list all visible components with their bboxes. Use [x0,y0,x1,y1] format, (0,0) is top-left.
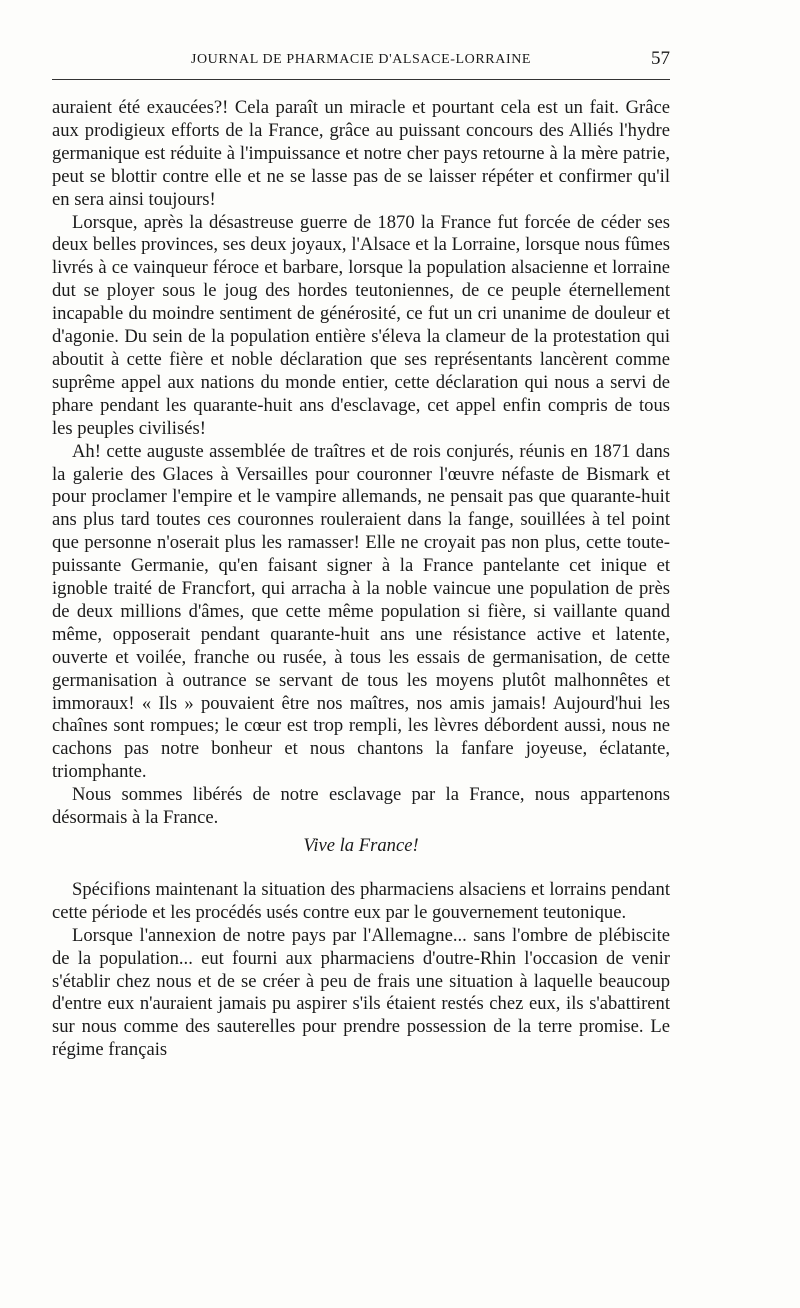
paragraph-continuation: auraient été exaucées?! Cela paraît un miracle et pourtant cela est un fait. Grâce aux prodigieux efforts de la France, grâce au puissant concours des Alliés l'hydre germanique est réduite à l'impuissance et notre cher pays retourne à la mère patrie, peut se blottir contre elle et ne se lasse pas de se laisser répéter et confirmer qu'il en sera ainsi toujours! [52,97,670,210]
paragraph: Ah! cette auguste assemblée de traîtres et de rois conjurés, réunis en 1871 dans la galerie des Glaces à Versailles pour couronner l'œuvre néfaste de Bismark et pour proclamer l'empire et le vampire allemands, ne pensait pas que quarante-huit ans plus tard toutes ces couronnes rouleraient dans la fange, souillées à tel point que personne n'oserait plus les ramasser! Elle ne croyait pas non plus, cette toute-puissante Germanie, qu'en faisant signer à la France pantelante cet inique et ignoble traité de Francfort, qui arracha à la noble vaincue une population de près de deux millions d'âmes, que cette même population si fière, si vaillante quand même, opposerait pendant quarante-huit ans une résistance active et latente, ouverte et voilée, franche ou rusée, à tous les essais de germanisation, de cette germanisation à outrance se servant de tous les moyens plutôt malhonnêtes et immoraux! « Ils » pouvaient être nos maîtres, nos amis jamais! Aujourd'hui les chaînes sont rompues; le cœur est trop rempli, les lèvres débordent aussi, nous ne cachons pas notre bonheur et nous chantons la fanfare joyeuse, éclatante, triomphante. [52,440,670,783]
page-number: 57 [651,48,670,69]
page-header [52,48,670,74]
header-rule [52,79,670,80]
closing-exclamation: Vive la France! [303,835,419,856]
paragraph: Lorsque l'annexion de notre pays par l'Allemagne... sans l'ombre de plébiscite de la population... eut fourni aux pharmaciens d'outre-Rhin l'occasion de venir s'établir chez nous et de se créer à peu de frais une situation à laquelle beaucoup d'entre eux n'auraient jamais pu aspirer s'ils étaient restés chez eux, ils s'abattirent sur nous comme des sauterelles pour prendre possession de la terre promise. Le régime français [52,924,670,1061]
paragraph: Nous sommes libérés de notre esclavage par la France, nous appartenons désormais à la France. [52,784,670,829]
paragraph: Lorsque, après la désastreuse guerre de 1870 la France fut forcée de céder ses deux belles provinces, ses deux joyaux, l'Alsace et la Lorraine, lorsque nous fûmes livrés à ce vainqueur féroce et barbare, lorsque la population alsacienne et lorraine dut se ployer sous le joug des hordes teutoniennes, de ce peuple éternellement incapable du moindre sentiment de générosité, ce fut un cri unanime de douleur et d'agonie. Du sein de la population entière s'éleva la clameur de la protestation qui aboutit à cette fière et noble déclaration que ses représentants lancèrent comme suprême appel aux nations du monde entier, cette déclaration qui nous a servi de phare pendant les quarante-huit ans d'esclavage, cet appel enfin compris de tous les peuples civilisés! [52,211,670,439]
article-body [52,97,670,1062]
paragraph: Spécifions maintenant la situation des pharmaciens alsaciens et lorrains pendant cette période et les procédés usés contre eux par le gouvernement teutonique. [52,878,670,923]
running-title: JOURNAL DE PHARMACIE D'ALSACE-LORRAINE [190,52,532,67]
